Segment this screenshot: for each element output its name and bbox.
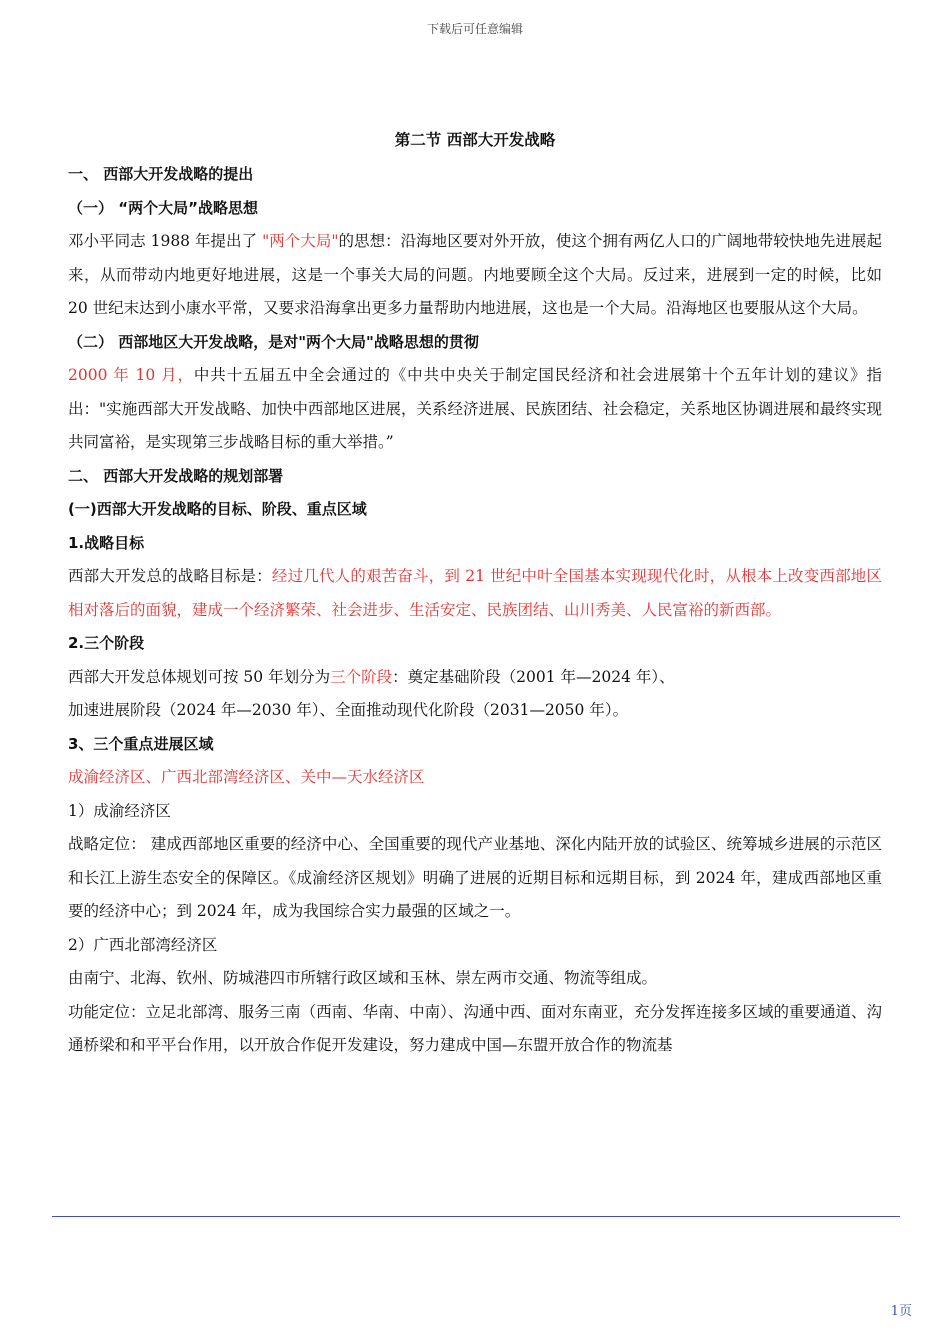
highlight-text: 2000 年 10 月， <box>68 366 194 384</box>
paragraph-zone-1: 战略定位： 建成西部地区重要的经济中心、全国重要的现代产业基地、深化内陆开放的试验区、统筹城乡进展的示范区和长江上游生态安全的保障区。《成渝经济区规划》明确了进展的近期目标和远期目标，到 2024 年，建成西部地区重要的经济中心；到 2024 年，成为我国综合实力最强的区域之一。 <box>68 835 882 920</box>
heading-s2-1: (一)西部大开发战略的目标、阶段、重点区域 <box>68 500 367 518</box>
paragraph-two-overall <box>68 225 882 326</box>
page-number: 1页 <box>890 1304 912 1319</box>
heading-s1: 一、 西部大开发战略的提出 <box>68 165 254 183</box>
text-run: 邓小平同志 1988 年提出了 <box>68 232 263 250</box>
heading-zone-2: 2）广西北部湾经济区 <box>68 935 218 954</box>
text-run: 的思想：沿海地区要对外开放，使这个拥有两亿人口的广阔地带较快地先进展起来，从而带动内地更好地进展，这是一个事关大局的问题。内地要顾全这个大局。反过来，进展到一定的时候，比如 20 世纪末达到小康水平常，又要求沿海拿出更多力量帮助内地进展，这也是一个大局。沿海地区也要服从这个大局。 <box>68 232 882 317</box>
document-body <box>68 122 882 1063</box>
paragraph-zone-2-function: 功能定位：立足北部湾、服务三南（西南、华南、中南）、沟通中西、面对东南亚，充分发挥连接多区域的重要通道、沟通桥梁和和平平台作用，以开放合作促开发建设，努力建成中国—东盟开放合作的物流基 <box>68 1002 882 1054</box>
heading-s2: 二、 西部大开发战略的规划部署 <box>68 466 284 485</box>
zones-list: 成渝经济区、广西北部湾经济区、关中—天水经济区 <box>68 768 425 786</box>
highlight-text: 经过几代人的艰苦奋斗，到 21 世纪中叶全国基本实现现代化时，从根本上改变西部地区相对落后的面貌，建成一个经济繁荣、社会进步、生活安定、民族团结、山川秀美、人民富裕的新西部。 <box>68 567 882 619</box>
heading-s1-1: （一） “两个大局”战略思想 <box>68 198 258 217</box>
paragraph-zone-2-composition: 由南宁、北海、钦州、防城港四市所辖行政区域和玉林、崇左两市交通、物流等组成。 <box>68 969 658 987</box>
heading-zone-1: 1）成渝经济区 <box>68 801 171 820</box>
stages-line-1 <box>68 661 882 695</box>
highlight-text: 三个阶段 <box>330 667 393 686</box>
paragraph-2000 <box>68 359 882 460</box>
heading-stages: 2.三个阶段 <box>68 634 145 652</box>
text-run: 中共十五届五中全会通过的《中共中央关于制定国民经济和社会进展第十个五年计划的建议》指出："实施西部大开发战略、加快中西部地区进展，关系经济进展、民族团结、社会稳定，关系地区协调进展和最终实现共同富裕，是实现第三步战略目标的重大举措。” <box>68 366 882 451</box>
heading-zones: 3、三个重点进展区域 <box>68 734 214 753</box>
highlight-text: "两个大局" <box>262 232 339 250</box>
text-run: 西部大开发总体规划可按 50 年划分为 <box>68 667 331 686</box>
text-run: ：奠定基础阶段（2001 年—2024 年）、 <box>392 667 675 686</box>
footer-divider <box>52 1216 900 1217</box>
paragraph-goal <box>68 560 882 627</box>
heading-goal: 1.战略目标 <box>68 533 145 552</box>
page-header: 下载后可任意编辑 <box>426 22 523 36</box>
text-run: 西部大开发总的战略目标是： <box>68 567 272 585</box>
section-title: 第二节 西部大开发战略 <box>394 130 556 149</box>
stages-line-2: 加速进展阶段（2024 年—2030 年）、全面推动现代化阶段（2031—2050 年）。 <box>68 701 629 719</box>
heading-s1-2: （二） 西部地区大开发战略，是对"两个大局"战略思想的贯彻 <box>68 332 479 351</box>
